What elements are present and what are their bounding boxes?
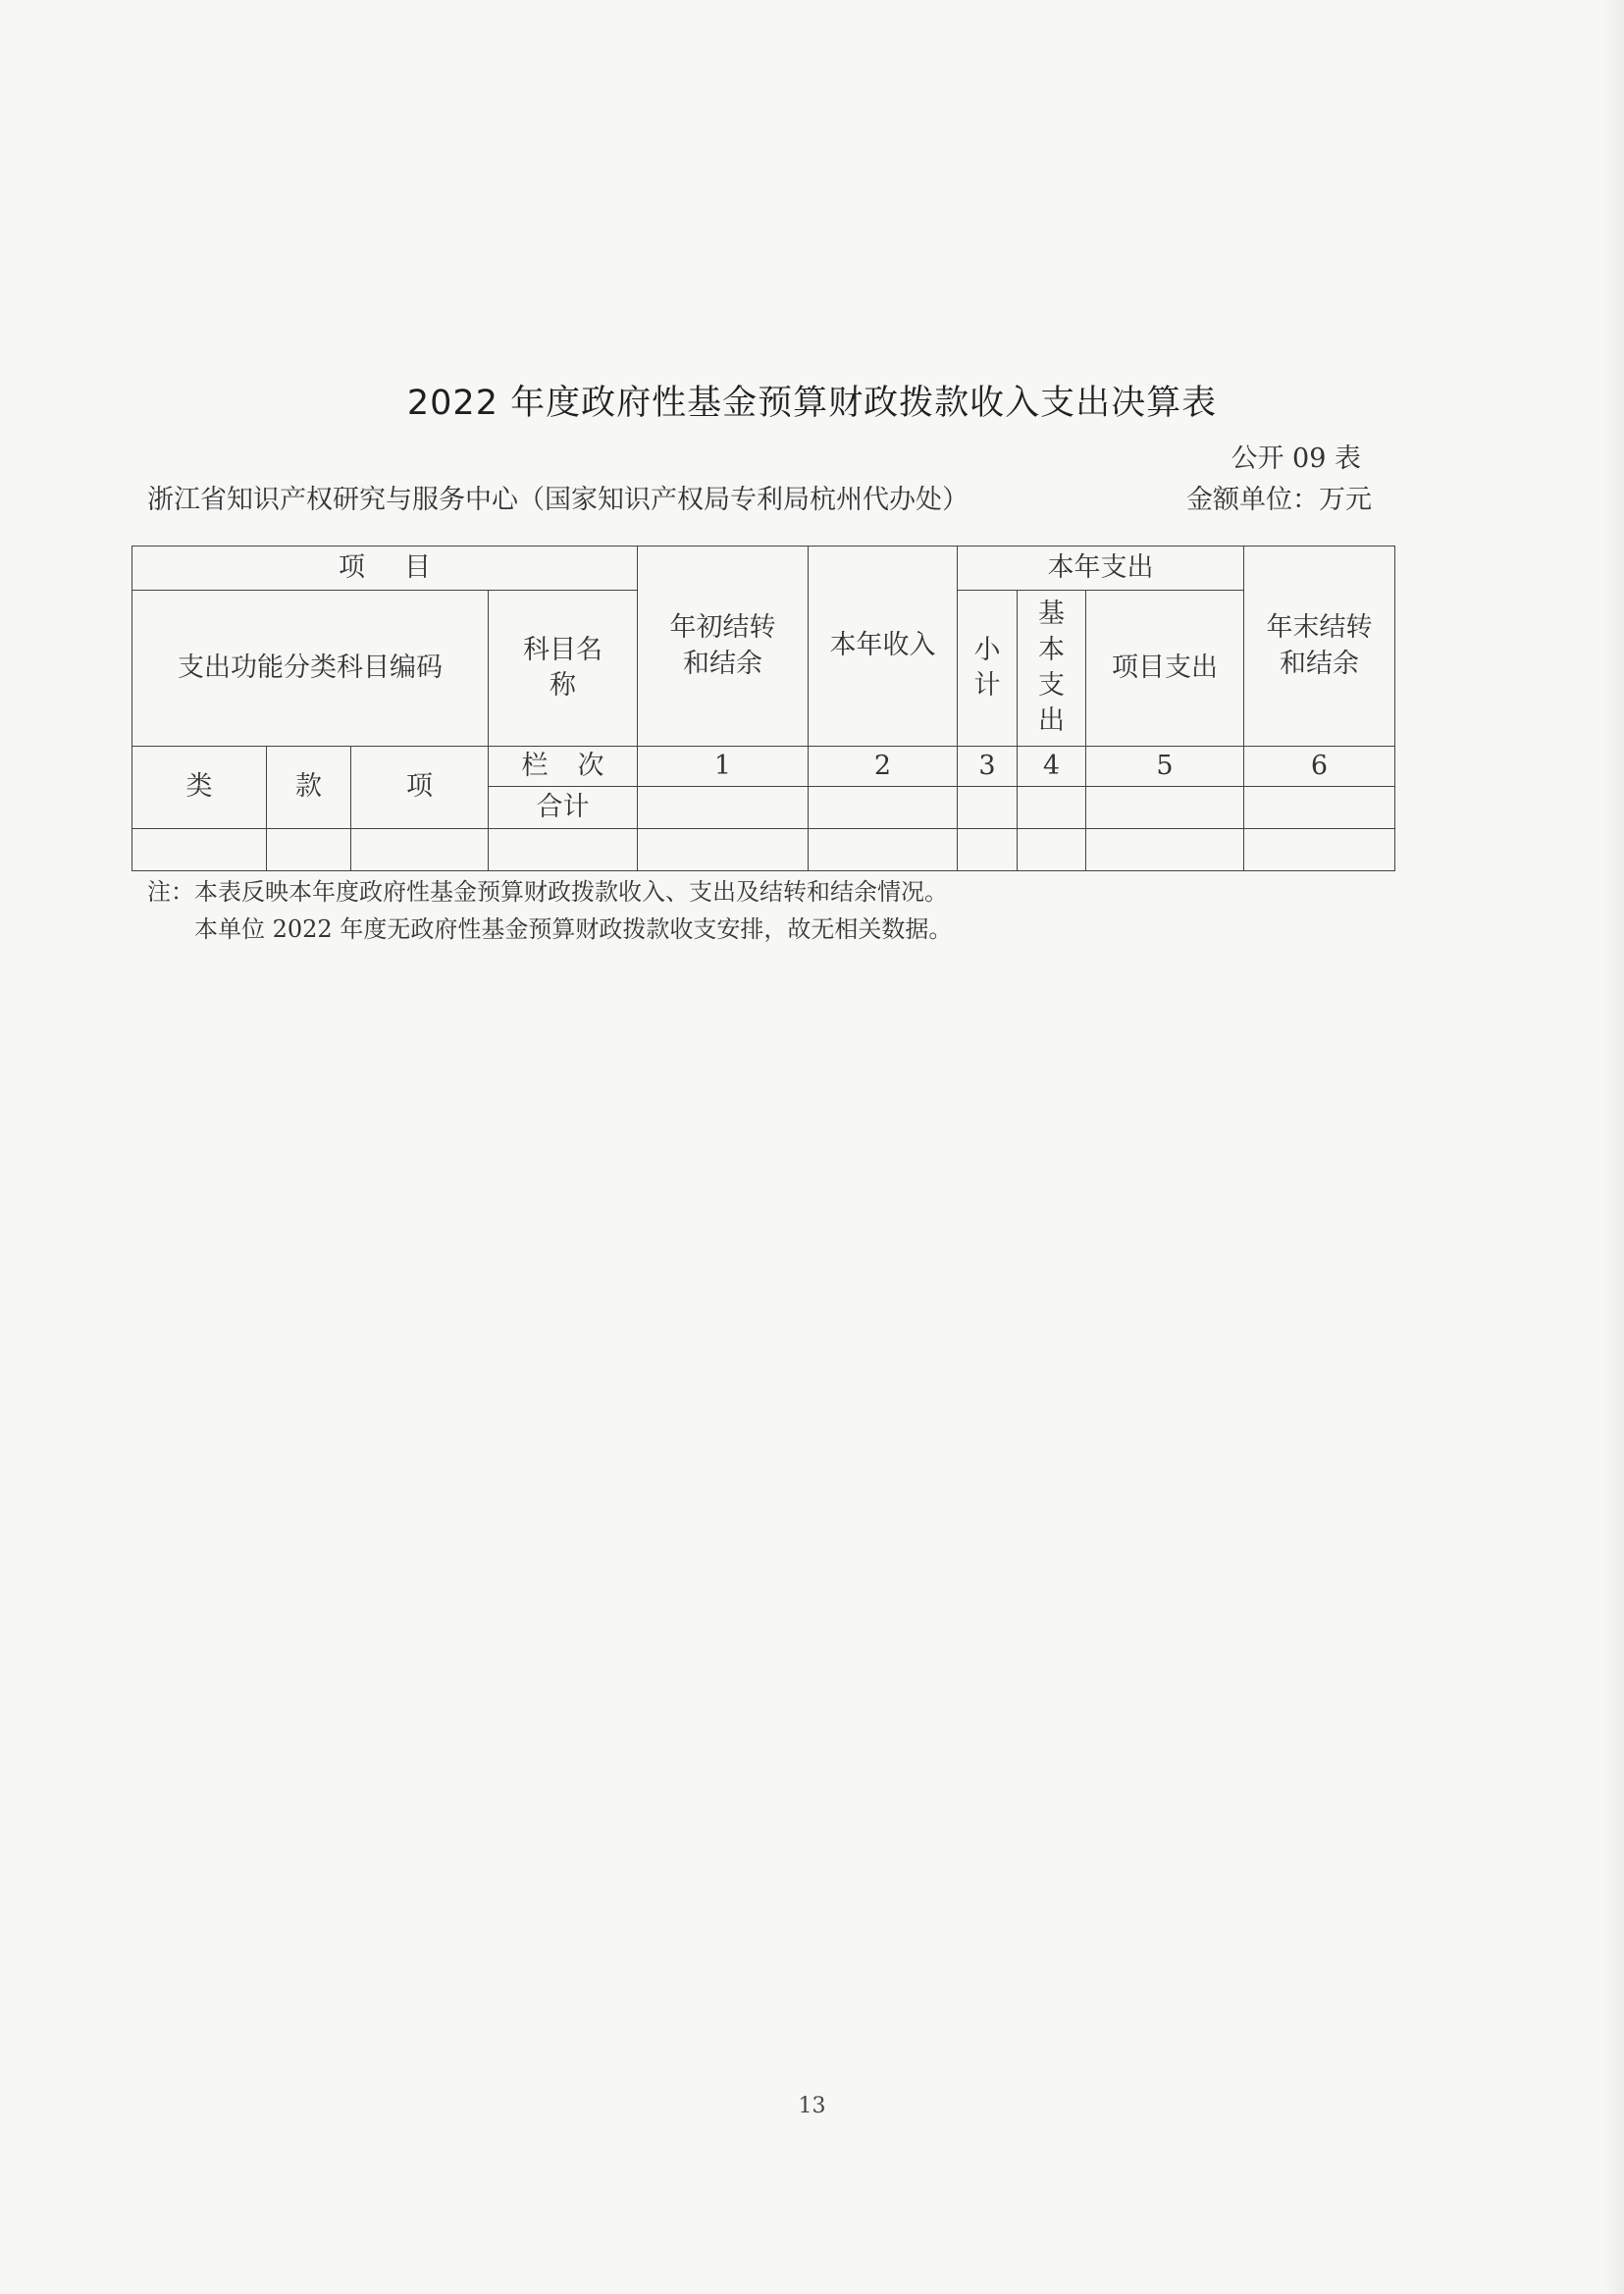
row-total-label: 合计	[489, 787, 638, 829]
total-cell	[809, 787, 958, 829]
empty-cell	[638, 829, 809, 871]
budget-table	[131, 546, 1395, 871]
form-number: 公开 09 表	[1231, 443, 1361, 474]
col-number: 5	[1086, 747, 1244, 787]
total-cell	[958, 787, 1018, 829]
col-number: 2	[809, 747, 958, 787]
empty-cell	[351, 829, 489, 871]
table-notes	[147, 873, 952, 948]
total-cell	[1086, 787, 1244, 829]
note-line-2: 本单位 2022 年度无政府性基金预算财政拨款收支安排，故无相关数据。	[194, 915, 953, 943]
amount-unit: 金额单位：万元	[1186, 485, 1372, 515]
row-col-label: 栏次	[489, 747, 638, 787]
row-cat: 类	[132, 747, 267, 829]
header-subject-name: 科目名称	[489, 591, 638, 747]
note-line-1: 注：本表反映本年度政府性基金预算财政拨款收入、支出及结转和结余情况。	[147, 878, 948, 906]
page-number: 13	[798, 2094, 826, 2118]
empty-cell	[1086, 829, 1244, 871]
page-title: 2022 年度政府性基金预算财政拨款收入支出决算表	[406, 384, 1218, 423]
row-item: 项	[351, 747, 489, 829]
header-expense-group: 本年支出	[958, 547, 1244, 591]
empty-cell	[1018, 829, 1086, 871]
row-section: 款	[267, 747, 351, 829]
col-number: 3	[958, 747, 1018, 787]
empty-cell	[267, 829, 351, 871]
empty-cell	[1244, 829, 1395, 871]
header-begin-balance: 年初结转和结余	[638, 547, 809, 747]
header-project: 项目支出	[1086, 591, 1244, 747]
header-func-code: 支出功能分类科目编码	[132, 591, 489, 747]
header-end-balance: 年末结转和结余	[1244, 547, 1395, 747]
total-cell	[1018, 787, 1086, 829]
col-number: 4	[1018, 747, 1086, 787]
header-income: 本年收入	[809, 547, 958, 747]
empty-cell	[489, 829, 638, 871]
empty-cell	[809, 829, 958, 871]
total-cell	[638, 787, 809, 829]
page-edge	[1604, 0, 1624, 2294]
header-subtotal: 小计	[958, 591, 1018, 747]
empty-cell	[132, 829, 267, 871]
header-item: 项目	[132, 547, 638, 591]
col-number: 6	[1244, 747, 1395, 787]
organization-name: 浙江省知识产权研究与服务中心（国家知识产权局专利局杭州代办处）	[147, 485, 969, 515]
header-basic: 基本支出	[1018, 591, 1086, 747]
empty-cell	[958, 829, 1018, 871]
col-number: 1	[638, 747, 809, 787]
total-cell	[1244, 787, 1395, 829]
